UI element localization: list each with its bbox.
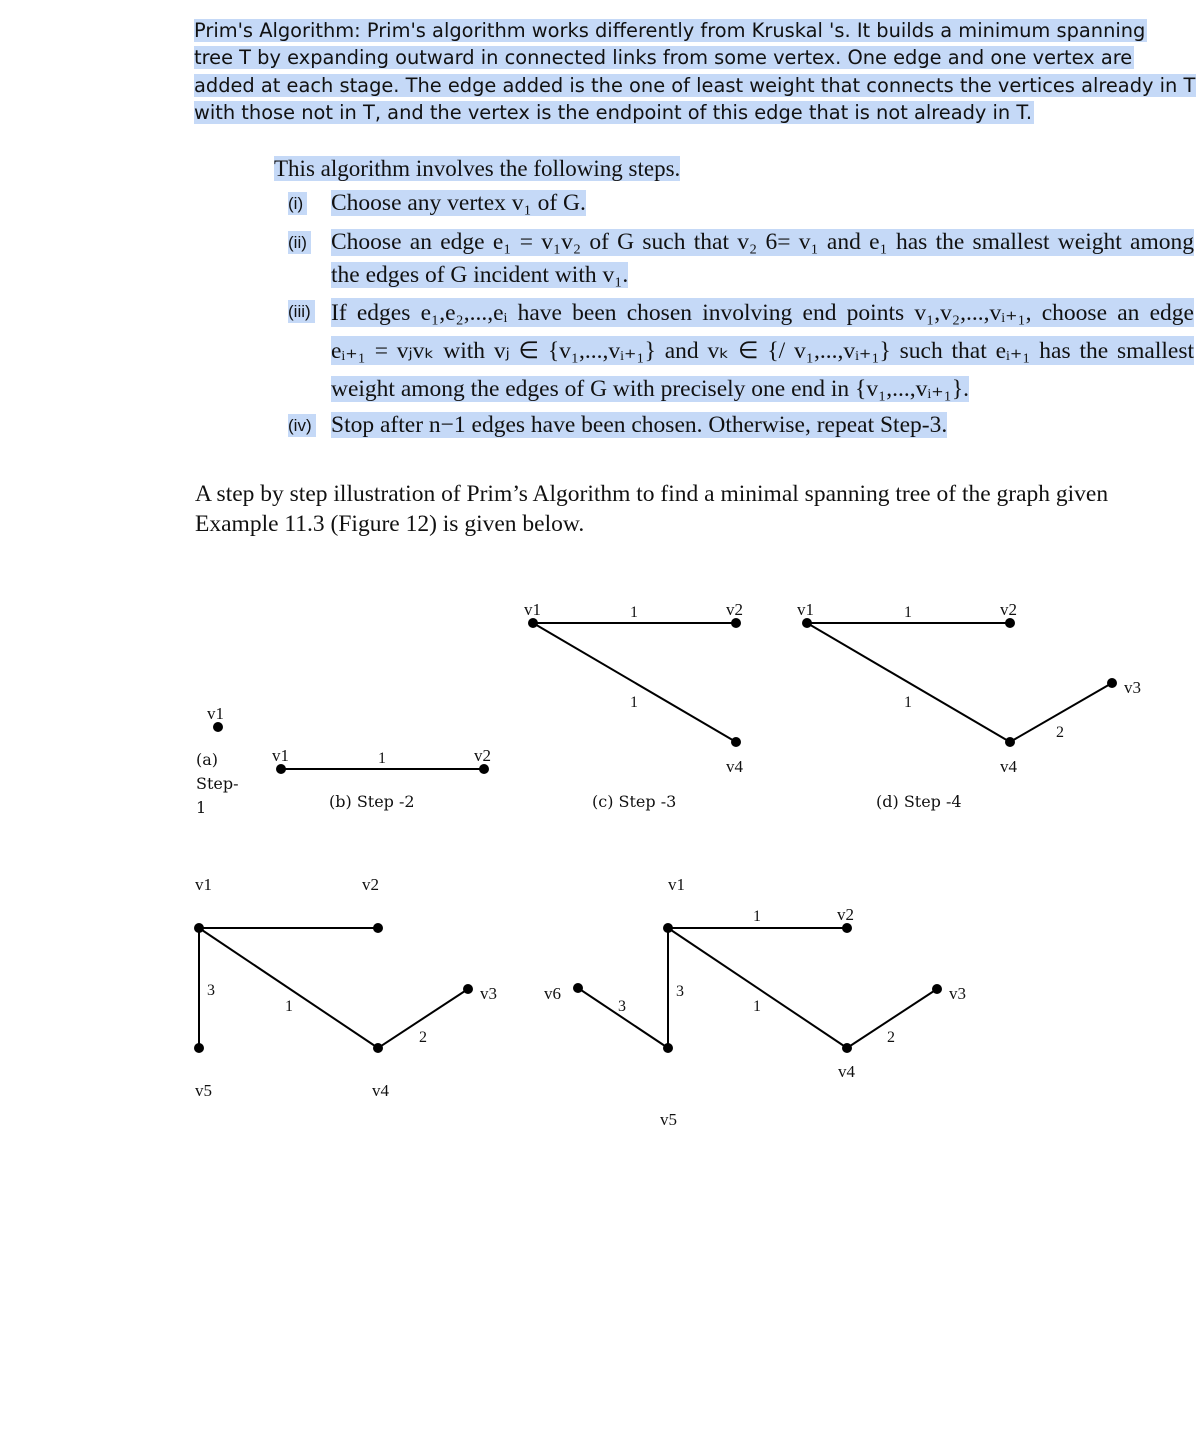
fig-d-label-v2: v2 (1000, 600, 1017, 619)
fig-d-weight-v4-v3: 2 (1056, 724, 1064, 741)
fig-d-edge-v1-v4 (807, 623, 1010, 742)
fig-e-vertex-v5 (194, 1043, 204, 1053)
fig-e-label-v4: v4 (372, 1081, 389, 1100)
fig-e-label-v2: v2 (362, 875, 379, 894)
fig-c-label-v4: v4 (726, 757, 743, 776)
fig-d-label-v1: v1 (797, 600, 814, 619)
fig-a-label-v1: v1 (207, 704, 224, 723)
intro-line-4: with those not in T, and the vertex is the endpoint of this edge that is not already in T. (194, 100, 1033, 124)
fig-b-label-v2: v2 (474, 746, 491, 765)
fig-f-vertex-v6 (573, 983, 583, 993)
fig-f-weight-v1-v2: 1 (753, 908, 761, 925)
fig-f-vertex-v4 (842, 1043, 852, 1053)
intro-line-3: added at each stage. The edge added is the one of least weight that connects the vertices already in T (194, 73, 1196, 97)
step-iii-line-1: If edges e₁,e₂,...,eᵢ have been chosen involving end points v₁,v₂,...,vᵢ₊₁, choose an edge (331, 300, 1194, 326)
fig-b-caption: (b) Step -2 (329, 792, 415, 811)
fig-d-vertex-v4 (1005, 737, 1015, 747)
fig-e-edge-v1-v4 (199, 928, 378, 1048)
fig-b-weight-v1-v2: 1 (378, 750, 386, 767)
fig-e-weight-v1-v4: 1 (285, 998, 293, 1015)
fig-c-label-v1: v1 (524, 600, 541, 619)
fig-d-vertex-v3 (1107, 678, 1117, 688)
fig-f-label-v4: v4 (838, 1062, 855, 1081)
step-ii-line-1: Choose an edge e₁ = v₁v₂ of G such that v₂ 6= v₁ and e₁ has the smallest weight among (331, 229, 1194, 255)
fig-e-vertex-v1 (194, 923, 204, 933)
fig-e-vertex-v3 (463, 984, 473, 994)
fig-f-weight-v4-v3: 2 (887, 1029, 895, 1046)
step-number-ii: (ii) (288, 233, 311, 253)
steps-heading: This algorithm involves the following steps. (274, 156, 681, 181)
fig-d-weight-v1-v2: 1 (904, 604, 912, 621)
fig-f-edge-v6-v5 (578, 988, 668, 1048)
fig-d-label-v4: v4 (1000, 757, 1017, 776)
fig-c-weight-v1-v2: 1 (630, 604, 638, 621)
intro-line-1: Prim's Algorithm: Prim's algorithm works differently from Kruskal 's. It builds a minimum spanning (194, 19, 1146, 42)
fig-e-vertex-v2 (373, 923, 383, 933)
fig-f-vertex-v1 (663, 923, 673, 933)
step-ii-line-2: the edges of G incident with v₁. (331, 262, 629, 288)
fig-e-label-v1: v1 (195, 875, 212, 894)
fig-c-weight-v1-v4: 1 (630, 694, 638, 711)
illustration-line-1: A step by step illustration of Prim’s Algorithm to find a minimal spanning tree of the graph given (195, 481, 1109, 507)
step-iii-line-2: eᵢ₊₁ = vⱼvₖ with vⱼ ∈ {v₁,...,vᵢ₊₁} and vₖ ∈ {/ v₁,...,vᵢ₊₁} such that eᵢ₊₁ has the smallest (331, 338, 1194, 364)
fig-f-edge-v1-v4 (668, 928, 847, 1048)
fig-f-label-v3: v3 (949, 984, 966, 1003)
step-iv-line-1: Stop after n−1 edges have been chosen. Otherwise, repeat Step-3. (331, 412, 948, 438)
illustration-line-2: Example 11.3 (Figure 12) is given below. (195, 511, 585, 537)
step-i-line-1: Choose any vertex v₁ of G. (331, 190, 586, 216)
fig-f-weight-v6-v5: 3 (618, 998, 626, 1015)
step-number-iv: (iv) (288, 416, 316, 436)
fig-b-label-v1: v1 (272, 746, 289, 765)
step-number-i: (i) (288, 194, 307, 214)
fig-c-vertex-v4 (731, 737, 741, 747)
fig-e-weight-v1-v5: 3 (207, 982, 215, 999)
fig-d-label-v3: v3 (1124, 678, 1141, 697)
fig-e-weight-v4-v3: 2 (419, 1029, 427, 1046)
fig-e-label-v3: v3 (480, 984, 497, 1003)
fig-e-label-v5: v5 (195, 1081, 212, 1100)
fig-f-weight-v1-v4: 1 (753, 998, 761, 1015)
step-number-iii: (iii) (288, 302, 315, 322)
fig-f-weight-v1-v5: 3 (676, 983, 684, 1000)
fig-c-caption: (c) Step -3 (592, 792, 677, 811)
fig-f-vertex-v5 (663, 1043, 673, 1053)
fig-c-label-v2: v2 (726, 600, 743, 619)
fig-f-label-v2: v2 (837, 905, 854, 924)
fig-e-vertex-v4 (373, 1043, 383, 1053)
intro-line-2: tree T by expanding outward in connected links from some vertex. One edge and one vertex are (194, 46, 1133, 70)
fig-c-edge-v1-v4 (533, 623, 736, 742)
fig-f-vertex-v3 (932, 984, 942, 994)
fig-f-label-v5: v5 (660, 1110, 677, 1129)
fig-f-label-v1: v1 (668, 875, 685, 894)
fig-a-caption: (a) Step- 1 (196, 750, 239, 817)
fig-d-weight-v1-v4: 1 (904, 694, 912, 711)
fig-d-caption: (d) Step -4 (876, 792, 962, 811)
step-iii-line-3: weight among the edges of G with precisely one end in {v₁,...,vᵢ₊₁}. (331, 376, 969, 402)
fig-f-label-v6: v6 (544, 984, 561, 1003)
